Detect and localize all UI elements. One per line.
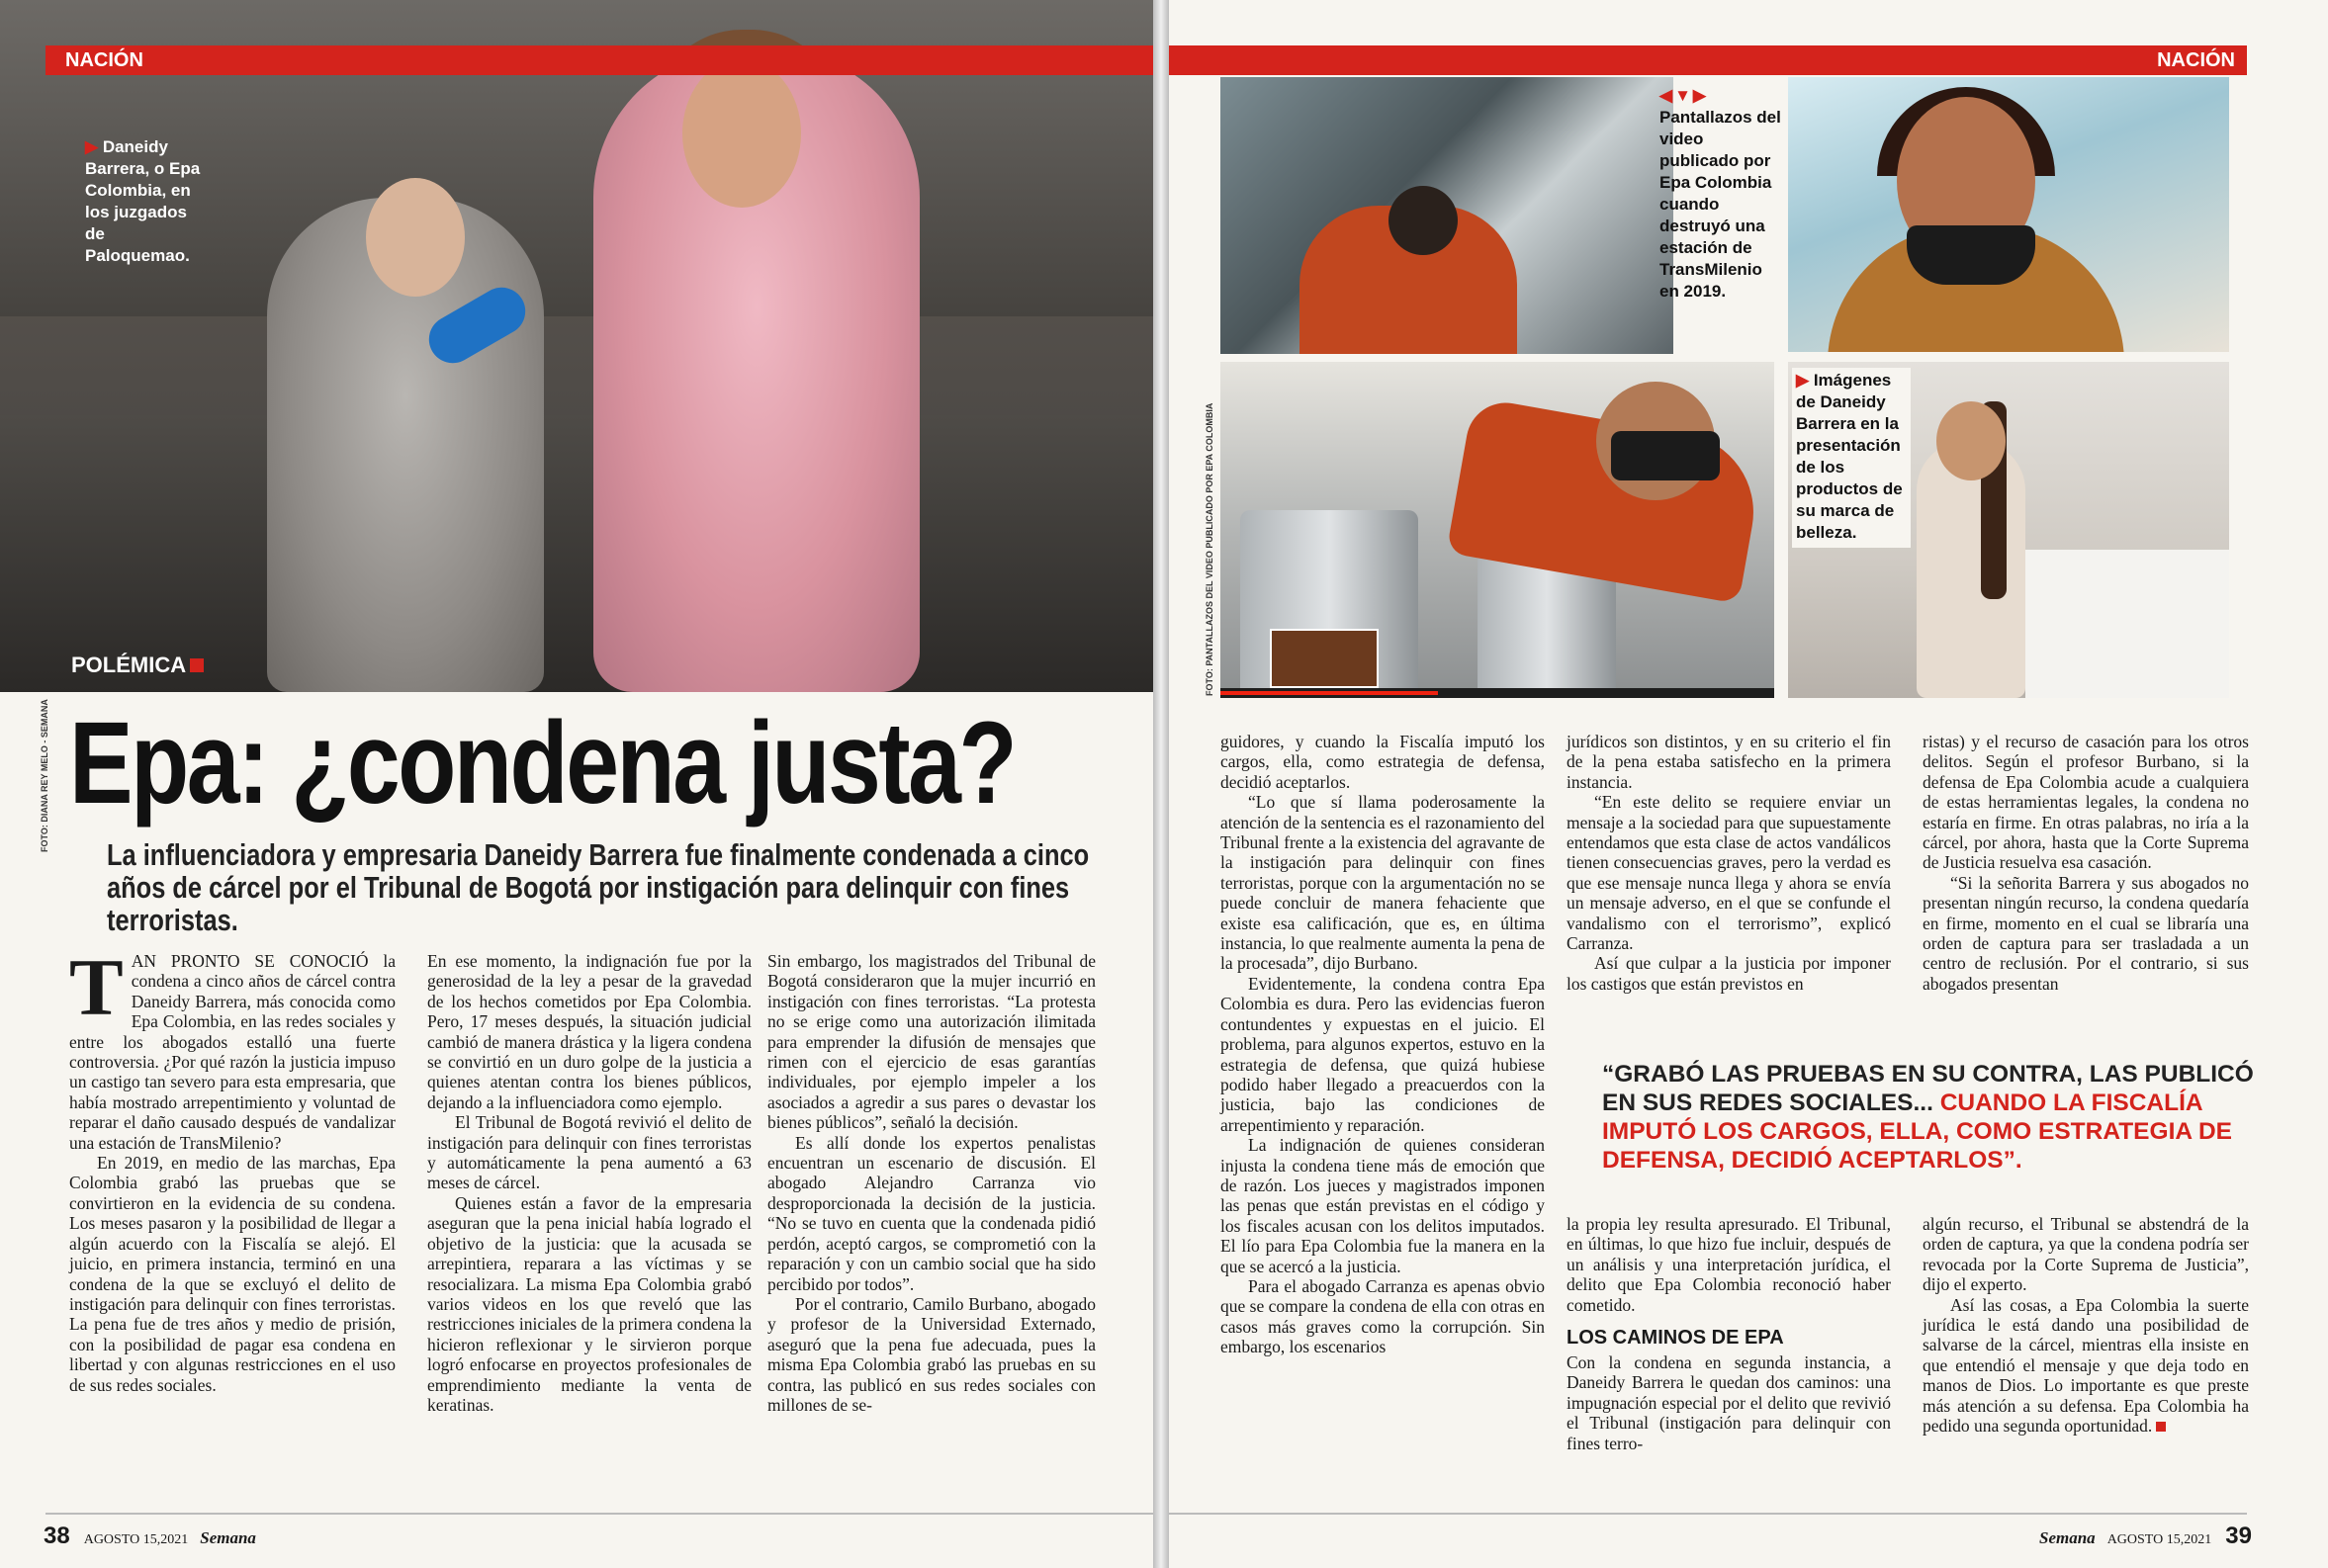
video-thumbnail (1270, 629, 1379, 688)
product-caption: ▶ Imágenes de Daneidy Barrera en la presentación de los productos de su marca de belleza. (1792, 368, 1911, 548)
magazine-name: Semana (200, 1528, 256, 1547)
pull-quote (1602, 1060, 2255, 1175)
hero-photo (0, 0, 1153, 692)
column-2-bottom: la propia ley resulta apresurado. El Tribunal, en últimas, lo que hizo fue incluir, después de un análisis y una interpretación jurídica, el delito que Epa Colombia reconoció haber cometido. LOS CAMINOS DE EPA Con la condena en segunda instancia, a Daneidy Barrera le quedan dos caminos: una impugnación especial por el delito que revivió el Tribunal (instigación para delinquir con fines terro- (1567, 1214, 1891, 1453)
right-page (1169, 0, 2328, 1568)
headline: Epa: ¿condena justa? (69, 698, 1016, 828)
page-gutter (1153, 0, 1169, 1568)
deck: La influenciadora y empresaria Daneidy Barrera fue finalmente condenada a cinco años de cárcel por el Tribunal de Bogotá por instigación para delinquir con fines terroristas. (107, 837, 1090, 937)
footer-left (44, 1523, 256, 1550)
video-screenshot-3 (1220, 362, 1774, 698)
column-1: guidores, y cuando la Fiscalía imputó los cargos, ella, como estrategia de defensa, decidió aceptarlos. “Lo que sí llama poderosamente la atención de la sentencia es el razonamiento del Tribunal frente a la existencia del agravante de la instigación para delinquir con fines terroristas, porque con la argumentación no se puede concluir de manera fehaciente que existe esa calificación, que es, en última instancia, lo que realmente aumenta la pena de la procesada”, dijo Burbano. Evidentemente, la condena contra Epa Colombia es dura. Pero las evidencias fueron contundentes y expuestas en el juicio. El problema, para algunos expertos, estuvo en la estrategia de defensa, que quizá hubiese podido haber llegado a preacuerdos con la justicia, bajo las condiciones de arrepentimiento y reparación. La indignación de quienes consideran injusta la condena tiene más de emoción que de razón. Los jueces y magistrados imponen las penas que están previstas en el código y los fiscales acusan con los delitos imputados. El lío para Epa Colombia fue la manera en la que se acercó a la justicia. Para el abogado Carranza es apenas obvio que se compare la condena de ella con otras en casos más graves como la corrupción. Sin embargo, los escenarios (1220, 732, 1545, 1357)
section-bar (1169, 45, 2247, 75)
page-number: 39 (2225, 1523, 2252, 1549)
section-label: NACIÓN (65, 49, 143, 71)
column-3-bottom: algún recurso, el Tribunal se abstendrá de la orden de captura, ya que la condena podría ser revocada por la Corte Suprema de Justicia”, dijo el experto. Así las cosas, a Epa Colombia la suerte jurídica le está dando una posibilidad de salvarse de la cárcel, mientras ella insiste en que entendió el mensaje y que deja todo en manos de Dios. Lo importante es que preste más atención a su defensa. Epa Colombia ha pedido una segunda oportunidad. (1923, 1214, 2249, 1437)
kicker-square-icon (190, 658, 204, 672)
section-bar (45, 45, 1153, 75)
video-caption: ◀▼▶ Pantallazos del video publicado por Epa Colombia cuando destruyó una estación de TransMilenio en 2019. (1659, 86, 1781, 301)
subhead: LOS CAMINOS DE EPA (1567, 1327, 1784, 1350)
left-page (0, 0, 1153, 1568)
caption-arrow-icon: ▶ (85, 137, 99, 156)
hero-photo-caption: ▶ Daneidy Barrera, o Epa Colombia, en los juzgados de Paloquemao. (85, 137, 201, 265)
column-1: TAN PRONTO SE CONOCIÓ la condena a cinco años de cárcel contra Daneidy Barrera, más conocida como Epa Colombia, en las redes sociales y entre los abogados estalló una fuerte controversia. ¿Por qué razón la justicia impuso un castigo tan severo para esta empresaria, que había mostrado arrepentimiento y voluntad de reparar el daño causado después de vandalizar una estación de TransMilenio? En 2019, en medio de las marchas, Epa Colombia grabó las pruebas que se convirtieron en la evidencia de su condena. Los meses pasaron y la posibilidad de llegar a algún acuerdo con la Fiscalía se alejó. El juicio, en primera instancia, terminó en una condena de la que se excluyó el delito de instigación para delinquir con fines terroristas. La pena fue de tres años y medio de prisión, con la posibilidad de pagar esa condena en libertad y con algunas restricciones en el uso de sus redes sociales. (69, 942, 396, 1395)
pull-quote-black: “GRABÓ LAS PRUEBAS EN SU CONTRA, LAS PUBLICÓ EN SUS REDES SOCIALES... (1602, 1061, 2254, 1116)
dropcap: T (69, 942, 124, 1032)
photo-credit: FOTO: DIANA REY MELO - SEMANA (40, 699, 49, 852)
caption-arrows-icon: ◀▼▶ (1659, 86, 1708, 105)
caption-arrow-icon: ▶ (1796, 371, 1810, 390)
column-2: En ese momento, la indignación fue por la generosidad de la ley a pesar de la gravedad de los hechos cometidos por Epa Colombia. Pero, 17 meses después, la situación judicial cambió de manera drástica y la ligera condena se convirtió en un duro golpe de la justicia a quienes atentan contra los bienes públicos, dejando a la influenciadora como ejemplo. El Tribunal de Bogotá revivió el delito de instigación para delinquir con fines terroristas y automáticamente la pena aumentó a 63 meses de cárcel. Quienes están a favor de la empresaria aseguran que la pena inicial había logrado el objetivo de la justicia: que la acusada se arrepintiera, reparara a las víctimas y se resocializara. La misma Epa Colombia grabó varios videos en los que reveló que las restricciones iniciales de la primera condena la hicieron reflexionar y le sirvieron porque logró enfocarse en proyectos profesionales de emprendimiento mediante la venta de keratinas. (427, 951, 752, 1415)
photo-credit: FOTO: PANTALLAZOS DEL VIDEO PUBLICADO POR EPA COLOMBIA (1205, 402, 1214, 696)
end-mark-icon (2156, 1422, 2166, 1432)
section-label: NACIÓN (2157, 49, 2235, 71)
video-screenshot-1 (1220, 77, 1673, 354)
kicker: POLÉMICA (71, 653, 204, 678)
issue-date: AGOSTO 15,2021 (2106, 1532, 2212, 1547)
video-progress-bar (1220, 688, 1774, 698)
column-3-top: ristas) y el recurso de casación para los otros delitos. Según el profesor Burbano, si la defensa de Epa Colombia acude a cualquiera de estas herramientas legales, la condena no estaría en firme. En otras palabras, no iría a la cárcel, por ahora, hasta que la Corte Suprema de Justicia resuelva esa casación. “Si la señorita Barrera y sus abogados no presentan ningún recurso, la condena quedaría en firme, momento en el cual se libraría una orden de captura para ser trasladada a un centro de reclusión. Por el contrario, si sus abogados presentan (1923, 732, 2249, 994)
footer-right (2039, 1523, 2252, 1550)
column-2-top: jurídicos son distintos, y en su criterio el fin de la pena estaba satisfecho en la primera instancia. “En este delito se requiere enviar un mensaje a la sociedad para que supuestamente entendamos que esta clase de actos vandálicos tienen consecuencias graves, pero la verdad es que ese mensaje nunca llega y ahora se envía un mensaje adverso, en el que se confunde el vandalismo con el terrorismo”, explicó Carranza. Así que culpar a la justicia por imponer los castigos que están previstos en (1567, 732, 1891, 994)
page-number: 38 (44, 1523, 70, 1549)
magazine-name: Semana (2039, 1528, 2096, 1547)
issue-date: AGOSTO 15,2021 (83, 1532, 189, 1547)
pull-quote-red: CUANDO LA FISCALÍA IMPUTÓ LOS CARGOS, ELLA, COMO ESTRATEGIA DE DEFENSA, DECIDIÓ ACEPTARLOS”. (1602, 1089, 2233, 1174)
video-screenshot-2 (1788, 77, 2229, 352)
column-3: Sin embargo, los magistrados del Tribunal de Bogotá consideraron que la mujer incurrió en instigación con fines terroristas. “La protesta no se erige como una autorización ilimitada para emprender la difusión de mensajes que rimen con el ejercicio de esas garantías individuales, por ejemplo impeler a los asociados a agredir a sus pares o devastar los bienes públicos”, señaló la decisión. Es allí donde los expertos penalistas encuentran un escenario de discusión. El abogado Alejandro Carranza vio desproporcionada la decisión de la justicia. “No se tuvo en cuenta que la condenada pidió perdón, aceptó cargos, se comprometió con la reparación y con un cambio social que ha sido percibido por todos”. Por el contrario, Camilo Burbano, abogado y profesor de la Universidad Externado, aseguró que la pena fue adecuada, pues la misma Epa Colombia grabó las pruebas en su contra, las publicó en sus redes sociales con millones de se- (767, 951, 1096, 1415)
